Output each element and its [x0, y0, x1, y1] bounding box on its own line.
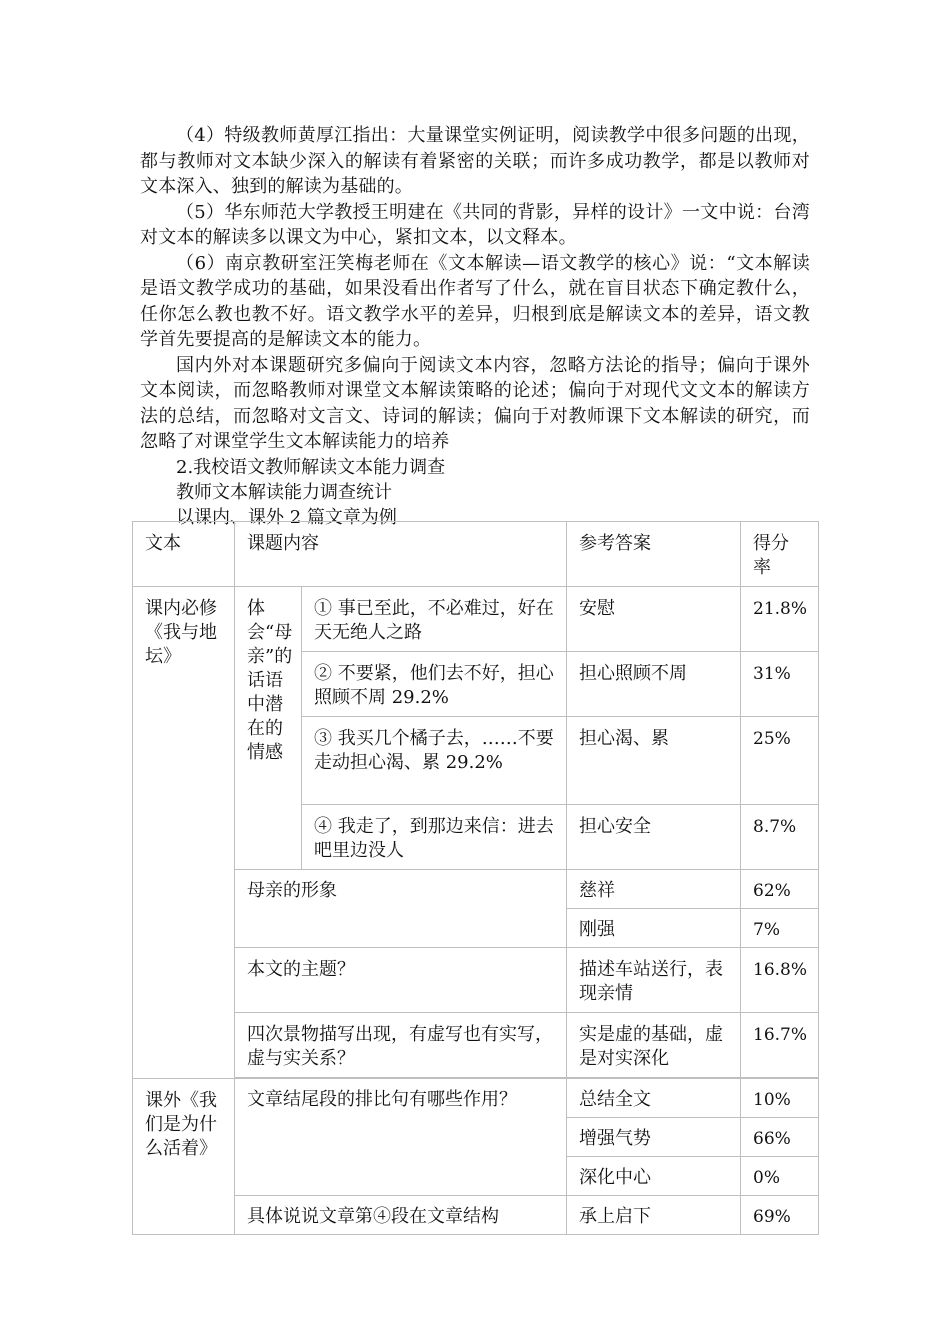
question-cell-4: 四次景物描写出现，有虚写也有实写，虚与实关系？: [235, 1013, 567, 1078]
quote-cell: ② 不要紧，他们去不好，担心照顾不周 29.2%: [302, 652, 567, 717]
rate-cell: 69%: [741, 1196, 819, 1235]
table-title: 教师文本解读能力调查统计: [176, 481, 392, 503]
text-cell-1: 课内必修《我与地坛》: [133, 587, 235, 1079]
rate-cell: 16.7%: [741, 1013, 819, 1078]
question-cell-6: 具体说说文章第④段在文章结构: [235, 1196, 567, 1235]
survey-table: [132, 521, 819, 1235]
quote-cell: ③ 我买几个橘子去，……不要走动担心渴、累 29.2%: [302, 717, 567, 805]
text-cell-2: 课外《我们是为什么活着》: [133, 1079, 235, 1235]
rate-cell: 62%: [741, 870, 819, 909]
rate-cell: 21.8%: [741, 587, 819, 652]
section-heading: 2.我校语文教师解读文本能力调查: [176, 456, 446, 478]
rate-cell: 8.7%: [741, 805, 819, 870]
answer-cell: 描述车站送行，表现亲情: [567, 948, 741, 1013]
question-cell-3: 本文的主题？: [235, 948, 567, 1013]
answer-cell: 安慰: [567, 587, 741, 652]
header-text: 文本: [133, 522, 235, 587]
rate-cell: 66%: [741, 1118, 819, 1157]
answer-cell: 总结全文: [567, 1079, 741, 1118]
answer-cell: 承上启下: [567, 1196, 741, 1235]
header-content: 课题内容: [235, 522, 567, 587]
answer-cell: 刚强: [567, 909, 741, 948]
quote-cell: ④ 我走了，到那边来信：进去吧里边没人: [302, 805, 567, 870]
rate-cell: 16.8%: [741, 948, 819, 1013]
rate-cell: 7%: [741, 909, 819, 948]
table-row: [133, 587, 819, 652]
rate-cell: 10%: [741, 1079, 819, 1118]
table-header-row: [133, 522, 819, 587]
rate-cell: 31%: [741, 652, 819, 717]
answer-cell: 慈祥: [567, 870, 741, 909]
header-rate: 得分率: [741, 522, 819, 587]
answer-cell: 担心照顾不周: [567, 652, 741, 717]
answer-cell: 增强气势: [567, 1118, 741, 1157]
answer-cell: 深化中心: [567, 1157, 741, 1196]
table-row: [133, 1079, 819, 1118]
answer-cell: 担心安全: [567, 805, 741, 870]
question-cell-5: 文章结尾段的排比句有哪些作用？: [235, 1079, 567, 1196]
table-row: [133, 1196, 819, 1235]
table-row: [133, 1013, 819, 1078]
paragraph-huang: （4）特级教师黄厚江指出：大量课堂实例证明，阅读教学中很多问题的出现，都与教师对文本缺少深入的解读有着紧密的关联；而许多成功教学，都是以教师对文本深入、独到的解读为基础的。: [140, 125, 810, 197]
table-row: [133, 948, 819, 1013]
paragraph-wangxiaomei: （6）南京教研室汪笑梅老师在《文本解读—语文教学的核心》说：“文本解读是语文教学成功的基础，如果没看出作者写了什么，就在盲目状态下确定教什么，任你怎么教也教不好。语文教学水平的差异，归根到底是解读文本的差异，语文教学首先要提高的是解读文本的能力。: [140, 252, 810, 350]
rate-cell: 0%: [741, 1157, 819, 1196]
header-answer: 参考答案: [567, 522, 741, 587]
rate-cell: 25%: [741, 717, 819, 805]
paragraph-summary: 国内外对本课题研究多偏向于阅读文本内容，忽略方法论的指导；偏向于课外文本阅读，而忽略教师对课堂文本解读策略的论述；偏向于对现代文文本的解读方法的总结，而忽略对文言文、诗词的解读；偏向于对教师课下文本解读的研究，而忽略了对课堂学生文本解读能力的培养: [140, 354, 810, 452]
answer-cell: 担心渴、累: [567, 717, 741, 805]
quote-cell: ① 事已至此，不必难过，好在天无绝人之路: [302, 587, 567, 652]
document-body: [140, 123, 810, 530]
paragraph-wang: （5）华东师范大学教授王明建在《共同的背影，异样的设计》一文中说：台湾对文本的解读多以课文为中心，紧扣文本，以文释本。: [140, 201, 810, 248]
table-row: [133, 870, 819, 909]
question-cell-1: 体会“母亲”的话语中潜在的情感: [235, 587, 302, 870]
question-cell-2: 母亲的形象: [235, 870, 567, 948]
answer-cell: 实是虚的基础，虚是对实深化: [567, 1013, 741, 1078]
table-subtitle: 以课内、课外 2 篇文章为例: [176, 506, 397, 528]
